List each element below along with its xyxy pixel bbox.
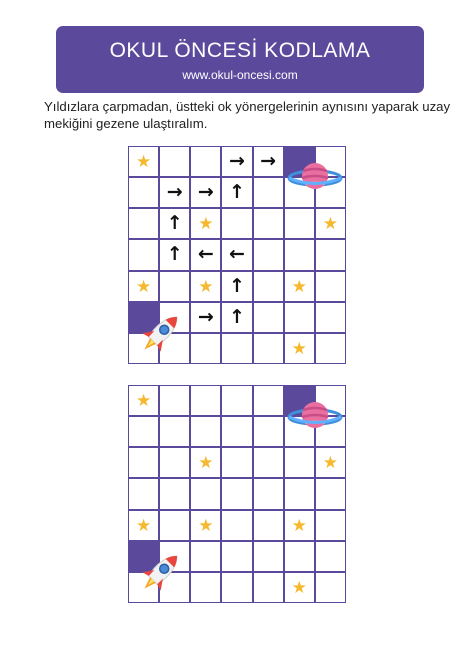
blank-grid[interactable]: [128, 385, 346, 603]
example-cell: [159, 239, 190, 270]
example-cell: [159, 271, 190, 302]
blank-cell[interactable]: [253, 478, 284, 509]
blank-cell[interactable]: [253, 541, 284, 572]
example-cell: [221, 208, 252, 239]
star-icon: ★: [198, 276, 214, 296]
example-cell: [190, 239, 221, 270]
example-cell: [284, 208, 315, 239]
example-cell: [284, 239, 315, 270]
example-cell: [190, 177, 221, 208]
star-icon: ★: [135, 391, 152, 411]
instruction-text: Yıldızlara çarpmadan, üstteki ok yönergelerinin aynısını yaparak uzay mekiğini gezene ulaştıralım.: [44, 99, 451, 131]
example-cell: [315, 271, 346, 302]
arrow-left-icon: ←: [229, 243, 245, 266]
blank-cell[interactable]: [221, 447, 252, 478]
blank-cell[interactable]: [190, 385, 221, 416]
planet-icon: [286, 157, 344, 202]
star-icon: ★: [198, 515, 214, 535]
example-cell: [315, 333, 346, 364]
blank-cell[interactable]: [190, 478, 221, 509]
blank-cell[interactable]: [159, 478, 190, 509]
blank-cell[interactable]: [315, 478, 346, 509]
arrow-right-icon: →: [229, 150, 245, 173]
example-cell: [159, 146, 190, 177]
blank-cell[interactable]: [284, 478, 315, 509]
blank-cell[interactable]: [221, 541, 252, 572]
example-cell: [159, 208, 190, 239]
blank-cell[interactable]: [190, 572, 221, 603]
example-cell: [253, 146, 284, 177]
example-cell: [315, 208, 346, 239]
arrow-up-icon: ↑: [229, 181, 245, 204]
star-icon: ★: [322, 214, 339, 234]
blank-cell[interactable]: [221, 416, 252, 447]
blank-cell[interactable]: [159, 447, 190, 478]
star-icon: ★: [135, 152, 152, 172]
example-cell: [221, 239, 252, 270]
arrow-right-icon: →: [197, 305, 214, 328]
example-cell: [253, 239, 284, 270]
example-cell: [190, 302, 221, 333]
arrow-up-icon: ↑: [166, 243, 183, 266]
example-cell: [221, 271, 252, 302]
blank-cell[interactable]: [128, 447, 159, 478]
example-cell: [221, 146, 252, 177]
blank-cell[interactable]: [221, 510, 252, 541]
star-icon: ★: [198, 453, 214, 473]
blank-cell[interactable]: [315, 541, 346, 572]
example-cell: [253, 271, 284, 302]
example-cell: [253, 177, 284, 208]
arrow-up-icon: ↑: [229, 274, 245, 297]
blank-cell[interactable]: [315, 510, 346, 541]
blank-cell[interactable]: [190, 510, 221, 541]
blank-cell[interactable]: [128, 510, 159, 541]
blank-cell[interactable]: [221, 385, 252, 416]
example-cell: [284, 333, 315, 364]
blank-cell[interactable]: [253, 510, 284, 541]
star-icon: ★: [135, 515, 152, 535]
header-banner: [56, 26, 424, 93]
blank-cell[interactable]: [159, 416, 190, 447]
blank-cell[interactable]: [315, 447, 346, 478]
star-icon: ★: [135, 276, 152, 296]
blank-cell[interactable]: [253, 416, 284, 447]
arrow-right-icon: →: [166, 181, 183, 204]
example-cell: [253, 333, 284, 364]
blank-cell[interactable]: [253, 572, 284, 603]
star-icon: ★: [291, 577, 307, 597]
blank-cell[interactable]: [284, 447, 315, 478]
blank-cell[interactable]: [284, 541, 315, 572]
example-cell: [284, 271, 315, 302]
arrow-left-icon: ←: [197, 243, 214, 266]
example-cell: [128, 239, 159, 270]
blank-cell[interactable]: [253, 447, 284, 478]
blank-cell[interactable]: [284, 572, 315, 603]
blank-cell[interactable]: [159, 510, 190, 541]
star-icon: ★: [291, 276, 307, 296]
star-icon: ★: [291, 515, 307, 535]
blank-cell[interactable]: [128, 385, 159, 416]
example-cell: [284, 302, 315, 333]
blank-cell[interactable]: [221, 572, 252, 603]
example-cell: [190, 208, 221, 239]
blank-cell[interactable]: [190, 416, 221, 447]
blank-cell[interactable]: [253, 385, 284, 416]
arrow-up-icon: ↑: [229, 305, 245, 328]
blank-cell[interactable]: [315, 572, 346, 603]
rocket-icon: [132, 306, 188, 367]
rocket-icon: [132, 545, 188, 606]
example-cell: [128, 271, 159, 302]
example-cell: [221, 177, 252, 208]
example-cell: [128, 208, 159, 239]
example-cell: [315, 239, 346, 270]
blank-cell[interactable]: [221, 478, 252, 509]
blank-cell[interactable]: [284, 510, 315, 541]
example-cell: [190, 333, 221, 364]
example-cell: [315, 302, 346, 333]
example-cell: [253, 302, 284, 333]
star-icon: ★: [291, 338, 307, 358]
example-cell: [128, 177, 159, 208]
arrow-right-icon: →: [260, 150, 277, 173]
blank-cell[interactable]: [128, 478, 159, 509]
star-icon: ★: [322, 453, 339, 473]
example-cell: [221, 333, 252, 364]
example-cell: [190, 271, 221, 302]
planet-icon: [286, 396, 344, 441]
blank-cell[interactable]: [190, 541, 221, 572]
example-cell: [128, 146, 159, 177]
star-icon: ★: [198, 214, 214, 234]
example-cell: [253, 208, 284, 239]
blank-cell[interactable]: [128, 416, 159, 447]
arrow-up-icon: ↑: [166, 212, 183, 235]
arrow-right-icon: →: [197, 181, 214, 204]
blank-cell[interactable]: [190, 447, 221, 478]
example-cell: [159, 177, 190, 208]
blank-cell[interactable]: [159, 385, 190, 416]
example-grid: [128, 146, 346, 364]
example-cell: [221, 302, 252, 333]
page-title: OKUL ÖNCESİ KODLAMA: [109, 39, 371, 62]
example-cell: [190, 146, 221, 177]
website-url: www.okul-oncesi.com: [182, 68, 298, 82]
